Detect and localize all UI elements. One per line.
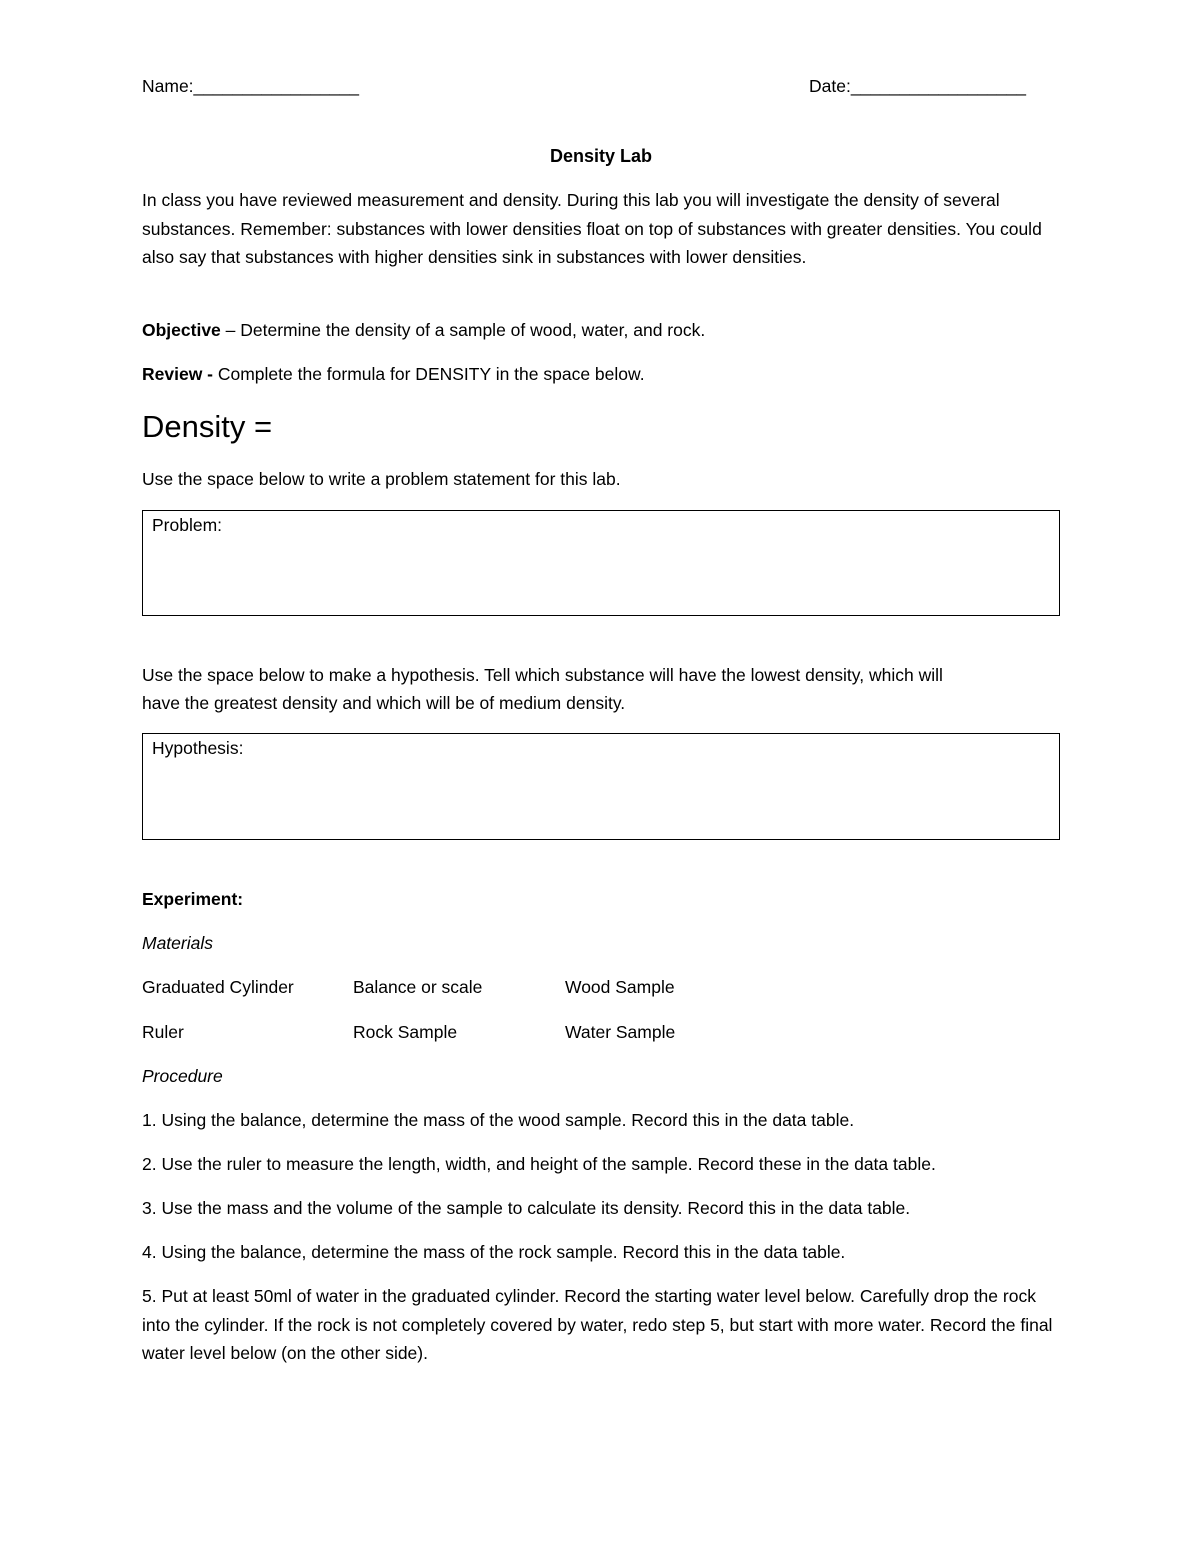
density-formula: Density =: [142, 409, 273, 444]
hypothesis-prompt-line-1: Use the space below to make a hypothesis. Tell which substance will have the lowest density, which will: [142, 665, 943, 685]
material-item: Balance or scale: [353, 977, 483, 997]
material-item: Graduated Cylinder: [142, 977, 294, 997]
problem-answer-box[interactable]: [142, 510, 1060, 616]
review-label: Review -: [142, 364, 213, 384]
procedure-step: 4. Using the balance, determine the mass of the rock sample. Record this in the data table.: [142, 1242, 846, 1262]
procedure-heading: Procedure: [142, 1066, 223, 1086]
material-item: Water Sample: [565, 1022, 676, 1042]
problem-box-label: Problem:: [152, 515, 223, 535]
name-field-label: Name:_________________: [142, 76, 359, 96]
review-text: Complete the formula for DENSITY in the space below.: [213, 364, 645, 384]
materials-heading: Materials: [142, 933, 213, 953]
objective-label: Objective: [142, 320, 221, 340]
intro-paragraph: In class you have reviewed measurement and density. During this lab you will investigate the density of several substances. Remember: substances with lower densities float on top of substances with greater densities. You could also say that substances with higher densities sink in substances with lower densities.: [142, 190, 1042, 267]
experiment-heading: Experiment:: [142, 889, 244, 909]
hypothesis-box-label: Hypothesis:: [152, 738, 244, 758]
objective-text: – Determine the density of a sample of wood, water, and rock.: [220, 320, 706, 340]
review-line: [142, 360, 645, 388]
procedure-step: 1. Using the balance, determine the mass of the wood sample. Record this in the data table.: [142, 1110, 855, 1130]
date-field-label: Date:__________________: [809, 76, 1027, 96]
objective-line: [142, 316, 705, 344]
problem-prompt: Use the space below to write a problem statement for this lab.: [142, 469, 621, 489]
procedure-step: 2. Use the ruler to measure the length, width, and height of the sample. Record these in the data table.: [142, 1154, 936, 1174]
procedure-step: 5. Put at least 50ml of water in the graduated cylinder. Record the starting water level below. Carefully drop the rock into the cylinder. If the rock is not completely covered by water, redo step 5, but start with more water. Record the final water level below (on the other side).: [142, 1286, 1053, 1363]
procedure-step: 3. Use the mass and the volume of the sample to calculate its density. Record this in the data table.: [142, 1198, 911, 1218]
material-item: Rock Sample: [353, 1022, 458, 1042]
material-item: Wood Sample: [565, 977, 675, 997]
hypothesis-prompt-line-2: have the greatest density and which will be of medium density.: [142, 693, 626, 713]
material-item: Ruler: [142, 1022, 184, 1042]
worksheet-page: [142, 0, 1060, 1553]
page-title: Density Lab: [549, 146, 653, 166]
hypothesis-answer-box[interactable]: [142, 733, 1060, 840]
